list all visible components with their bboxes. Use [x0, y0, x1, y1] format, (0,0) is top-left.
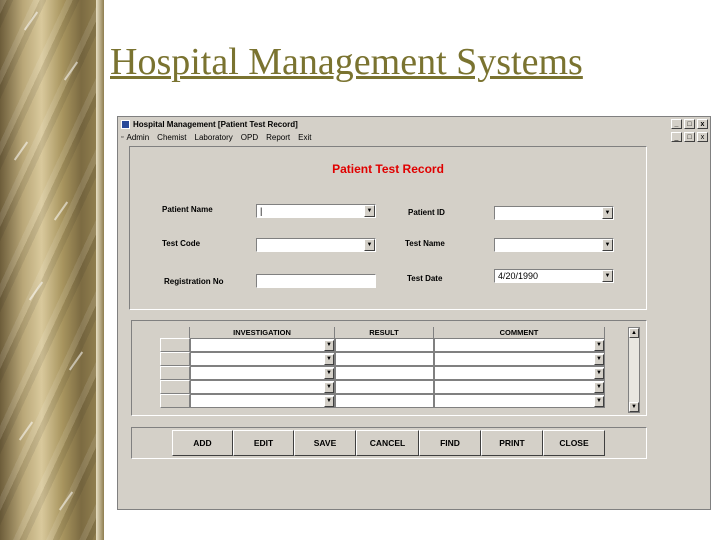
title-bar[interactable] [118, 117, 710, 131]
chevron-down-icon[interactable]: ▼ [594, 382, 604, 393]
row-header[interactable] [160, 366, 190, 380]
investigation-grid-panel [131, 320, 647, 416]
row-header[interactable] [160, 380, 190, 394]
cancel-button[interactable]: CANCEL [356, 430, 419, 456]
add-button[interactable]: ADD [172, 430, 233, 456]
chevron-down-icon[interactable]: ▼ [324, 340, 334, 351]
comment-cell[interactable] [434, 352, 605, 366]
child-window-controls [671, 132, 708, 142]
chevron-down-icon[interactable]: ▼ [594, 368, 604, 379]
menu-bar [118, 131, 710, 144]
chevron-down-icon[interactable]: ▼ [324, 354, 334, 365]
window-title: Hospital Management [Patient Test Record] [133, 119, 298, 129]
save-button[interactable]: SAVE [294, 430, 356, 456]
menu-laboratory[interactable]: Laboratory [194, 133, 233, 142]
result-cell[interactable] [335, 380, 434, 394]
strip-texture [24, 11, 38, 30]
scroll-up-icon[interactable]: ▲ [629, 328, 639, 338]
row-header[interactable] [160, 394, 190, 408]
menu-chemist[interactable]: Chemist [157, 133, 187, 142]
chevron-down-icon[interactable]: ▼ [324, 368, 334, 379]
column-header-investigation[interactable]: INVESTIGATION [190, 327, 335, 338]
result-cell[interactable] [335, 338, 434, 352]
test-code-field[interactable] [256, 238, 376, 252]
chevron-down-icon[interactable]: ▼ [602, 207, 613, 219]
close-button[interactable]: x [697, 119, 708, 129]
patient-name-value: | [260, 206, 263, 216]
result-cell[interactable] [335, 394, 434, 408]
test-date-field[interactable] [494, 269, 614, 283]
menu-opd[interactable]: OPD [240, 133, 259, 142]
strip-edge [96, 0, 104, 540]
row-header[interactable] [160, 352, 190, 366]
registration-no-field[interactable] [256, 274, 376, 288]
document-icon[interactable]: ▫ [121, 134, 124, 141]
strip-texture [64, 61, 78, 80]
investigation-cell[interactable] [190, 380, 335, 394]
grid-vertical-scrollbar[interactable] [628, 327, 640, 413]
comment-cell[interactable] [434, 366, 605, 380]
chevron-down-icon[interactable]: ▼ [364, 239, 375, 251]
patient-id-field[interactable] [494, 206, 614, 220]
print-button[interactable]: PRINT [481, 430, 543, 456]
chevron-down-icon[interactable]: ▼ [324, 396, 334, 407]
chevron-down-icon[interactable]: ▼ [364, 205, 375, 217]
chevron-down-icon[interactable]: ▼ [594, 340, 604, 351]
investigation-grid [160, 327, 629, 413]
grid-corner [160, 327, 190, 338]
column-header-comment[interactable]: COMMENT [434, 327, 605, 338]
action-button-panel [131, 427, 647, 459]
comment-cell[interactable] [434, 338, 605, 352]
menu-report[interactable]: Report [266, 133, 291, 142]
minimize-button[interactable]: _ [671, 119, 682, 129]
test-name-field[interactable] [494, 238, 614, 252]
app-window [117, 116, 711, 510]
investigation-cell[interactable] [190, 366, 335, 380]
chevron-down-icon[interactable]: ▼ [324, 382, 334, 393]
child-maximize-button[interactable]: □ [684, 132, 695, 142]
investigation-cell[interactable] [190, 394, 335, 408]
edit-button[interactable]: EDIT [233, 430, 294, 456]
investigation-cell[interactable] [190, 352, 335, 366]
chevron-down-icon[interactable]: ▼ [602, 239, 613, 251]
patient-name-field[interactable] [256, 204, 376, 218]
child-close-button[interactable]: x [697, 132, 708, 142]
chevron-down-icon[interactable]: ▼ [594, 396, 604, 407]
strip-texture [69, 351, 83, 370]
comment-cell[interactable] [434, 394, 605, 408]
test-name-label: Test Name [405, 239, 445, 248]
chevron-down-icon[interactable]: ▼ [602, 270, 613, 282]
strip-texture [14, 141, 28, 160]
result-cell[interactable] [335, 366, 434, 380]
close-form-button[interactable]: CLOSE [543, 430, 605, 456]
menu-exit[interactable]: Exit [298, 133, 312, 142]
find-button[interactable]: FIND [419, 430, 481, 456]
patient-id-label: Patient ID [408, 208, 445, 217]
comment-cell[interactable] [434, 380, 605, 394]
chevron-down-icon[interactable]: ▼ [594, 354, 604, 365]
row-header[interactable] [160, 338, 190, 352]
patient-name-label: Patient Name [162, 205, 213, 214]
maximize-button[interactable]: □ [684, 119, 695, 129]
strip-texture [19, 421, 33, 440]
column-header-result[interactable]: RESULT [335, 327, 434, 338]
test-code-label: Test Code [162, 239, 201, 248]
menu-admin[interactable]: Admin [126, 133, 150, 142]
investigation-cell[interactable] [190, 338, 335, 352]
patient-form-panel [129, 146, 647, 310]
strip-texture [54, 201, 68, 220]
decorative-strip [0, 0, 104, 540]
strip-texture [59, 491, 73, 510]
window-controls [671, 119, 708, 129]
test-date-value: 4/20/1990 [498, 271, 539, 281]
app-icon [121, 120, 130, 129]
result-cell[interactable] [335, 352, 434, 366]
slide-title: Hospital Management Systems [110, 41, 583, 83]
scroll-down-icon[interactable]: ▼ [629, 402, 639, 412]
child-minimize-button[interactable]: _ [671, 132, 682, 142]
strip-texture [29, 281, 43, 300]
test-date-label: Test Date [407, 274, 443, 283]
form-title: Patient Test Record [332, 162, 444, 176]
registration-no-label: Registration No [164, 277, 224, 286]
